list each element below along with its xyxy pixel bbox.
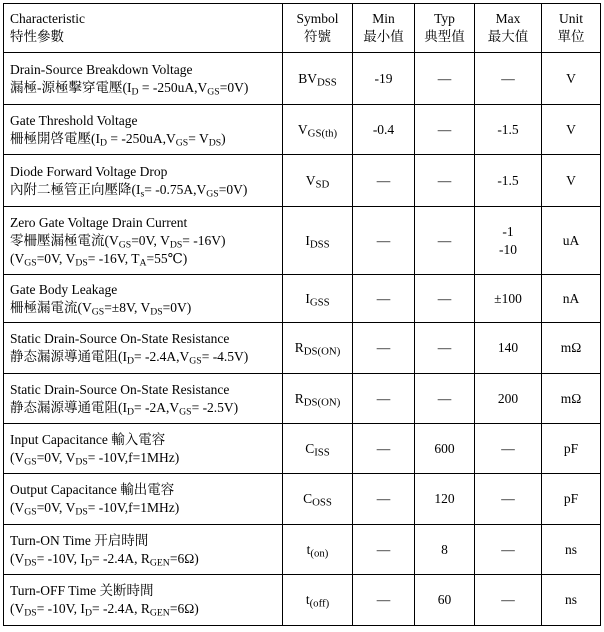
subscript: DS xyxy=(75,455,88,467)
subscript: D xyxy=(127,355,135,367)
subscript: SD xyxy=(315,178,330,191)
test-condition xyxy=(10,449,276,467)
value-text: — xyxy=(501,491,515,506)
subscript: GSS xyxy=(309,296,330,309)
subscript: GS(th) xyxy=(307,127,338,140)
characteristic-cell xyxy=(4,323,283,374)
subscript: DSS xyxy=(309,238,330,251)
min-cell xyxy=(353,207,415,275)
subscript: DS xyxy=(24,607,37,619)
symbol-cell xyxy=(283,207,353,275)
table-body xyxy=(4,53,601,626)
min-cell xyxy=(353,474,415,525)
min-cell xyxy=(353,374,415,424)
value-text: — xyxy=(376,172,391,188)
symbol-cell xyxy=(283,105,353,155)
value-text: — xyxy=(437,290,452,306)
min-cell xyxy=(353,275,415,323)
value-text: — xyxy=(437,390,452,406)
test-condition xyxy=(10,299,276,317)
typ-cell xyxy=(415,374,475,424)
value-text: — xyxy=(376,592,391,607)
value-text: — xyxy=(376,232,391,248)
text-run: =±8V, V xyxy=(104,299,151,315)
value-text: -1.5 xyxy=(497,172,519,188)
unit-cell xyxy=(542,207,601,275)
value-text: ±100 xyxy=(494,290,522,306)
value-text: -10 xyxy=(499,241,517,257)
min-cell xyxy=(353,575,415,626)
characteristic-name: Gate Body Leakage xyxy=(10,281,118,297)
typ-cell xyxy=(415,575,475,626)
subscript: DS(ON) xyxy=(303,396,341,409)
text-run: = -16V, T xyxy=(87,250,140,266)
value-text: -0.4 xyxy=(372,121,395,137)
subscript: D xyxy=(100,136,108,148)
text-run: 柵極開啓電壓(I xyxy=(10,130,100,146)
value-text: mΩ xyxy=(560,390,582,406)
characteristic-name: Zero Gate Voltage Drain Current xyxy=(10,214,188,230)
value-text: — xyxy=(437,70,452,86)
value-text: pF xyxy=(563,491,579,506)
value-text: — xyxy=(376,541,391,557)
text-run: =0V) xyxy=(218,181,248,197)
subscript: DS xyxy=(75,506,88,518)
characteristic-name: Turn-OFF Time 关断時間 xyxy=(10,583,154,598)
text-run: = -2.4A, R xyxy=(91,550,150,566)
unit-cell xyxy=(542,525,601,575)
test-condition xyxy=(10,250,276,268)
text-run: 漏極-源極擊穿電壓(I xyxy=(10,79,132,95)
text-run: =0V) xyxy=(219,79,249,95)
test-condition xyxy=(10,348,276,366)
value-text: nA xyxy=(562,290,580,306)
value-text: ns xyxy=(564,541,577,557)
text-run: =0V, V xyxy=(36,250,76,266)
subscript: DS xyxy=(150,305,163,317)
subscript: D xyxy=(84,607,92,619)
unit-cell xyxy=(542,424,601,474)
table-row xyxy=(4,575,601,626)
table-row xyxy=(4,374,601,424)
text-run: = -2A,V xyxy=(134,399,180,415)
characteristic-cell xyxy=(4,374,283,424)
test-condition xyxy=(10,550,276,568)
max-cell xyxy=(475,424,542,474)
test-condition xyxy=(10,232,276,250)
header-row xyxy=(4,4,601,53)
min-cell xyxy=(353,105,415,155)
characteristic-cell xyxy=(4,424,283,474)
subscript: (off) xyxy=(309,597,330,610)
subscript: GS xyxy=(179,405,192,417)
header-unit: Unit 單位 xyxy=(542,4,601,53)
test-condition xyxy=(10,181,276,199)
value-text: — xyxy=(376,290,391,306)
table-row xyxy=(4,525,601,575)
text-run: =0V) xyxy=(162,299,192,315)
characteristic-name: Output Capacitance 輸出電容 xyxy=(10,482,175,497)
typ-cell xyxy=(415,525,475,575)
value-text: V xyxy=(566,121,576,137)
text-run: 內附二極管正向壓降(I xyxy=(10,181,141,197)
typ-cell xyxy=(415,323,475,374)
value-text: 600 xyxy=(434,440,455,456)
test-condition xyxy=(10,399,276,417)
text-run: = -2.4A,V xyxy=(134,349,190,364)
subscript: D xyxy=(131,85,139,97)
value-text: — xyxy=(376,340,391,355)
symbol-cell xyxy=(283,525,353,575)
text-run: (V xyxy=(10,449,25,465)
value-text: — xyxy=(501,440,515,456)
subscript: GS xyxy=(24,506,37,518)
subscript: GEN xyxy=(149,607,170,619)
text-run: C xyxy=(305,440,315,456)
min-cell xyxy=(353,155,415,207)
table-row xyxy=(4,105,601,155)
typ-cell xyxy=(415,53,475,105)
text-run: 静态漏源導通電阻(I xyxy=(10,399,127,415)
symbol-cell xyxy=(283,374,353,424)
unit-cell xyxy=(542,105,601,155)
table-row xyxy=(4,323,601,374)
characteristic-name: Drain-Source Breakdown Voltage xyxy=(10,61,193,77)
max-cell xyxy=(475,275,542,323)
characteristic-name: Gate Threshold Voltage xyxy=(10,112,138,128)
typ-cell xyxy=(415,207,475,275)
unit-cell xyxy=(542,53,601,105)
subscript: GS xyxy=(189,355,202,367)
characteristic-name: Input Capacitance 輸入電容 xyxy=(10,431,166,447)
text-run: = -10V,f=1MHz) xyxy=(87,500,180,515)
subscript: ISS xyxy=(314,446,330,459)
value-text: ns xyxy=(564,592,577,607)
unit-cell xyxy=(542,275,601,323)
subscript: DS xyxy=(75,256,88,268)
unit-cell xyxy=(542,155,601,207)
subscript: D xyxy=(84,556,92,568)
subscript: GS xyxy=(207,85,220,97)
characteristic-name: Static Drain-Source On-State Resistance xyxy=(10,381,230,397)
max-cell xyxy=(475,53,542,105)
table-row xyxy=(4,474,601,525)
text-run: (V xyxy=(10,550,25,566)
table-row xyxy=(4,424,601,474)
characteristic-cell xyxy=(4,474,283,525)
characteristic-name: Turn-ON Time 开启時間 xyxy=(10,532,149,548)
header-min: Min 最小值 xyxy=(353,4,415,53)
text-run: =0V, V xyxy=(131,232,170,248)
max-cell xyxy=(475,155,542,207)
table-row xyxy=(4,207,601,275)
unit-cell xyxy=(542,374,601,424)
unit-cell xyxy=(542,474,601,525)
header-max: Max 最大值 xyxy=(475,4,542,53)
max-cell xyxy=(475,374,542,424)
value-text: — xyxy=(437,232,452,248)
subscript: OSS xyxy=(312,496,332,509)
subscript: DS xyxy=(208,136,222,148)
test-condition xyxy=(10,600,276,618)
value-text: 140 xyxy=(497,340,519,355)
value-text: — xyxy=(501,541,515,557)
subscript: GS xyxy=(24,256,37,268)
characteristic-name: Diode Forward Voltage Drop xyxy=(10,163,168,179)
subscript: DSS xyxy=(316,76,337,89)
subscript: GEN xyxy=(149,556,170,568)
text-run: =6Ω) xyxy=(169,550,199,566)
text-run: (V xyxy=(10,601,25,616)
subscript: A xyxy=(139,256,147,268)
electrical-characteristics-table xyxy=(3,3,601,626)
subscript: (on) xyxy=(310,547,329,560)
value-text: V xyxy=(566,172,576,188)
subscript: DS(ON) xyxy=(303,345,341,358)
value-text: 60 xyxy=(437,592,452,607)
spec-table-container xyxy=(3,3,601,626)
header-characteristic: Characteristic 特性參數 xyxy=(4,4,283,53)
subscript: GS xyxy=(91,305,105,317)
subscript: DS xyxy=(24,556,37,568)
value-text: 200 xyxy=(497,390,519,406)
characteristic-cell xyxy=(4,275,283,323)
value-text: 120 xyxy=(434,491,455,506)
typ-cell xyxy=(415,275,475,323)
text-run: =6Ω) xyxy=(169,601,199,616)
header-typ: Typ 典型值 xyxy=(415,4,475,53)
text-run: = -10V,f=1MHz) xyxy=(87,449,180,465)
max-cell xyxy=(475,323,542,374)
max-cell xyxy=(475,105,542,155)
header-symbol: Symbol 符號 xyxy=(283,4,353,53)
characteristic-cell xyxy=(4,155,283,207)
value-text: — xyxy=(501,592,515,607)
symbol-cell xyxy=(283,575,353,626)
characteristic-cell xyxy=(4,525,283,575)
table-row xyxy=(4,275,601,323)
text-run: = -2.4A, R xyxy=(91,601,150,616)
text-run: t xyxy=(305,592,310,607)
value-text: — xyxy=(501,70,515,86)
text-run: = -10V, I xyxy=(36,601,85,616)
symbol-cell xyxy=(283,474,353,525)
max-cell xyxy=(475,207,542,275)
subscript: GS xyxy=(118,238,132,250)
text-run: = -4.5V) xyxy=(201,349,249,364)
subscript: DS xyxy=(169,238,183,250)
text-run: t xyxy=(306,541,311,557)
text-run: 零柵壓漏極電流(V xyxy=(10,232,119,248)
symbol-cell xyxy=(283,424,353,474)
text-run: = V xyxy=(188,130,209,146)
symbol-cell xyxy=(283,275,353,323)
typ-cell xyxy=(415,105,475,155)
text-run: = -250uA,V xyxy=(138,79,208,95)
text-run: 静态漏源導通電阻(I xyxy=(10,349,127,364)
subscript: GS xyxy=(24,455,37,467)
value-text: — xyxy=(437,121,452,137)
test-condition xyxy=(10,130,276,148)
value-text: pF xyxy=(563,440,579,456)
characteristic-cell xyxy=(4,53,283,105)
value-text: V xyxy=(566,70,576,86)
value-text: mΩ xyxy=(560,340,582,355)
subscript: s xyxy=(140,187,145,199)
text-run: =0V, V xyxy=(36,449,76,465)
min-cell xyxy=(353,323,415,374)
text-run: =0V, V xyxy=(36,500,76,515)
value-text: — xyxy=(376,491,391,506)
symbol-cell xyxy=(283,155,353,207)
text-run: R xyxy=(294,340,304,355)
subscript: GS xyxy=(175,136,189,148)
text-run: I xyxy=(305,232,310,248)
symbol-cell xyxy=(283,323,353,374)
typ-cell xyxy=(415,155,475,207)
text-run: V xyxy=(297,121,308,137)
text-run: 柵極漏電流(V xyxy=(10,299,92,315)
value-text: -1 xyxy=(502,223,514,239)
value-text: — xyxy=(437,172,452,188)
text-run: V xyxy=(305,172,316,188)
max-cell xyxy=(475,525,542,575)
text-run: BV xyxy=(298,70,317,86)
value-text: -19 xyxy=(374,70,393,86)
text-run: (V xyxy=(10,250,25,266)
min-cell xyxy=(353,424,415,474)
typ-cell xyxy=(415,424,475,474)
value-text: — xyxy=(437,340,452,355)
text-run: = -2.5V) xyxy=(191,399,239,415)
subscript: D xyxy=(127,405,135,417)
characteristic-cell xyxy=(4,575,283,626)
min-cell xyxy=(353,525,415,575)
text-run: C xyxy=(303,491,313,506)
unit-cell xyxy=(542,575,601,626)
subscript: GS xyxy=(206,187,219,199)
value-text: -1.5 xyxy=(497,121,519,137)
unit-cell xyxy=(542,323,601,374)
value-text: uA xyxy=(562,232,580,248)
test-condition xyxy=(10,499,276,517)
max-cell xyxy=(475,474,542,525)
value-text: 8 xyxy=(441,541,448,557)
characteristic-cell xyxy=(4,207,283,275)
value-text: — xyxy=(376,440,391,456)
text-run: = -250uA,V xyxy=(107,130,176,146)
value-text: — xyxy=(376,390,391,406)
text-run: = -10V, I xyxy=(36,550,85,566)
text-run: R xyxy=(294,390,304,406)
characteristic-name: Static Drain-Source On-State Resistance xyxy=(10,331,230,346)
table-row xyxy=(4,53,601,105)
text-run: = -0.75A,V xyxy=(144,181,207,197)
text-run: =55℃) xyxy=(146,250,188,266)
max-cell xyxy=(475,575,542,626)
typ-cell xyxy=(415,474,475,525)
min-cell xyxy=(353,53,415,105)
test-condition xyxy=(10,79,276,97)
symbol-cell xyxy=(283,53,353,105)
text-run: = -16V) xyxy=(182,232,226,248)
text-run: ) xyxy=(221,130,226,146)
characteristic-cell xyxy=(4,105,283,155)
text-run: I xyxy=(305,290,310,306)
table-row xyxy=(4,155,601,207)
text-run: (V xyxy=(10,500,25,515)
